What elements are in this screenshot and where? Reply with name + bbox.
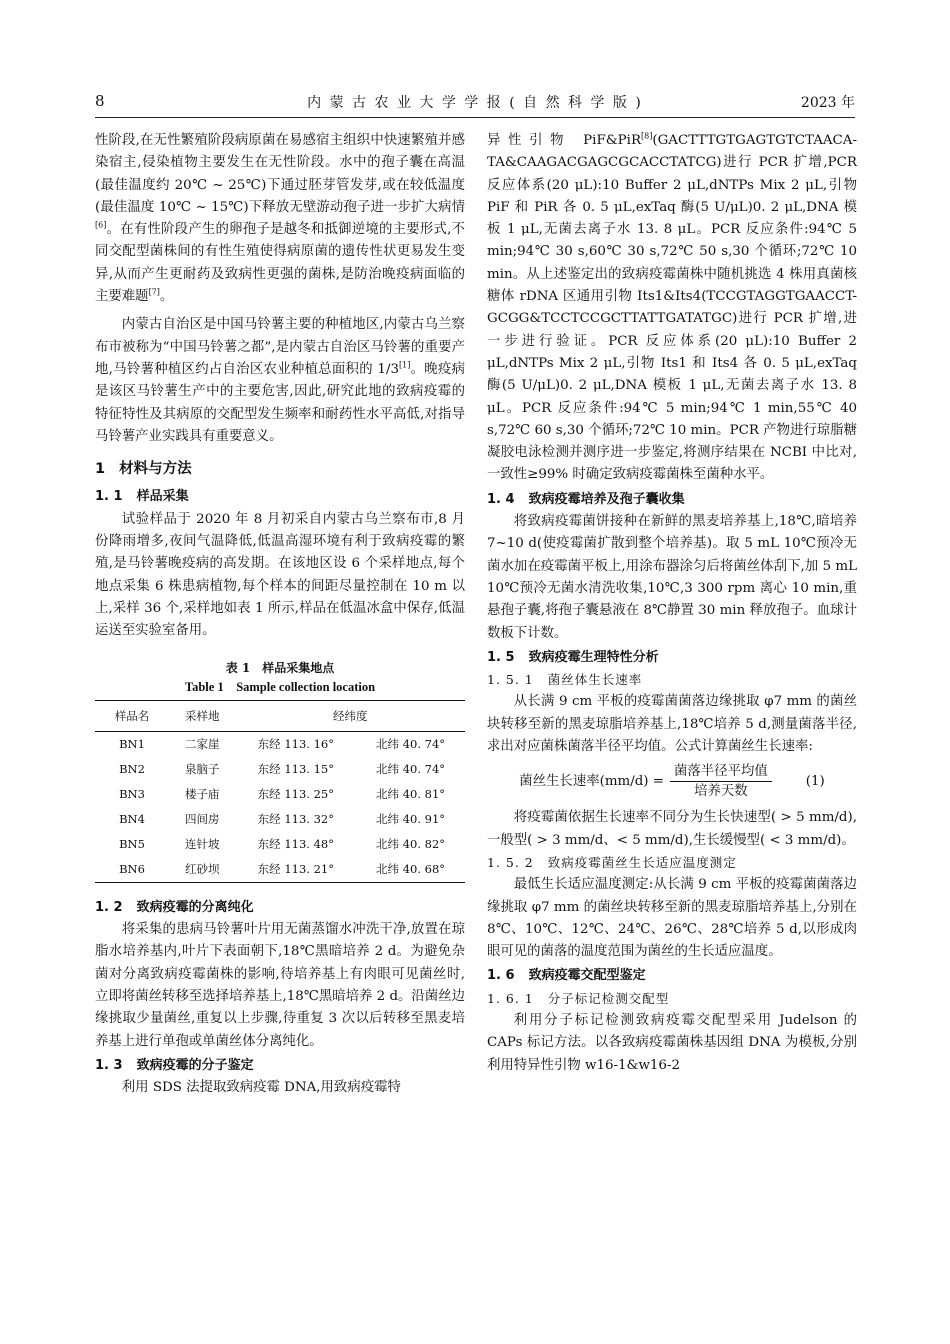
- section-number: 1. 5. 2: [487, 854, 534, 870]
- paragraph: 将疫霉菌依据生长速率不同分为生长快速型( > 5 mm/d),一般型( > 3 mm/d、< 5 mm/d),生长缓慢型( < 3 mm/d)。: [487, 810, 857, 848]
- paragraph: 最低生长适应温度测定:从长满 9 cm 平板的疫霉菌菌落边缘挑取 φ7 mm 的菌丝块转移至新的黑麦琼脂培养基上,分别在 8℃、10℃、12℃、24℃、26℃、28℃培养 5 d,以形成肉眼可见的菌落的温度范围为菌丝的生长适应温度。: [487, 877, 857, 960]
- table-cell: 北纬 40. 68°: [356, 857, 465, 883]
- left-column: [95, 130, 465, 1100]
- text: 异性引物 PiF&PiR: [487, 133, 642, 148]
- subsection-heading: [487, 489, 857, 511]
- table-cell: 四间房: [185, 812, 220, 827]
- section-title: 菌丝体生长速率: [547, 672, 643, 688]
- table-cell: 二家崖: [185, 737, 220, 752]
- sample-table-block: [95, 659, 465, 883]
- table-cell: 连针坡: [185, 837, 220, 852]
- section-title: 材料与方法: [119, 461, 192, 478]
- formula-denominator: 培养天数: [694, 784, 748, 800]
- paragraph: 试验样品于 2020 年 8 月初采自内蒙古乌兰察布市,8 月份降雨增多,夜间气温降低,低温高湿环境有利于致病疫霉的繁殖,是马铃薯晚疫病的高发期。在该地区设 6 个采样地点,每个地点采集 6 株患病植物,每个样本的间距尽量控制在 10 m 以上,采样 36 个,采样地如表 1 所示,样品在低温冰盒中保存,低温运送至实验室备用。: [95, 511, 465, 639]
- sample-collection-table: [95, 700, 465, 883]
- text: 内蒙古自治区是中国马铃薯主要的种植地区,内蒙古乌兰察布市被称为“中国马铃薯之都”,是内蒙古自治区马铃薯的重要产地,马铃薯种植区约占自治区农业种植总面积的 1/3: [95, 317, 465, 377]
- table-caption-cn: 表 1 样品采集地点: [225, 660, 335, 675]
- table-cell: 东经 113. 32°: [257, 812, 334, 827]
- table-cell: BN6: [95, 857, 169, 883]
- page-number: 8: [95, 92, 105, 110]
- section-title: 致病疫霉培养及孢子囊收集: [528, 491, 685, 507]
- table-cell: 北纬 40. 74°: [376, 762, 446, 777]
- column-header: 采样地: [169, 700, 236, 731]
- section-number: 1. 3: [95, 1057, 123, 1073]
- text: 性阶段,在无性繁殖阶段病原菌在易感宿主组织中快速繁殖并感染宿主,侵染植物主要发生在无性阶段。水中的孢子囊在高温(最佳温度约 20℃ ~ 25℃)下通过胚芽管发芽,或在较低温度(最佳温度 10℃ ~ 15℃)下释放无壁游动孢子进一步扩大病情: [95, 133, 465, 215]
- subsection-heading: [95, 897, 465, 919]
- section-title: 致病疫霉菌丝生长适应温度测定: [547, 854, 737, 870]
- table-cell: BN4: [119, 812, 145, 827]
- subsection-heading: [487, 647, 857, 669]
- subsection-heading: [487, 965, 857, 987]
- section-number: 1. 4: [487, 491, 515, 507]
- journal-title: 内 蒙 古 农 业 大 学 学 报 ( 自 然 科 学 版 ): [307, 95, 643, 111]
- table-cell: 北纬 40. 91°: [376, 812, 446, 827]
- paragraph: 将致病疫霉菌饼接种在新鲜的黑麦培养基上,18℃,暗培养 7~10 d(使疫霉菌扩散到整个培养基)。取 5 mL 10℃预冷无菌水加在疫霉菌平板上,用涂布器涂匀后将菌丝体刮下,加 5 mL 10℃预冷无菌水清洗收集,10℃,3 300 rpm 离心 10 min,重悬孢子囊,将孢子囊悬液在 8℃静置 30 min 释放孢子。血球计数板下计数。: [487, 514, 857, 641]
- subsubsection-heading: [487, 669, 857, 691]
- column-header: 经纬度: [236, 700, 465, 731]
- paragraph: 将采集的患病马铃薯叶片用无菌蒸馏水冲洗干净,放置在琼脂水培养基内,叶片下表面朝下,18℃黑暗培养 2 d。为避免杂菌对分离致病疫霉菌株的影响,待培养基上有肉眼可见菌丝时,立即将菌丝转移至选择培养基上,18℃黑暗培养 2 d。沿菌丝边缘挑取少量菌丝,重复以上步骤,待重复 3 次以后转移至黑麦培养基上进行单孢或单菌丝体分离纯化。: [95, 922, 465, 1049]
- text: 。: [159, 289, 174, 305]
- table-header-row: [95, 700, 465, 731]
- page-header: [95, 92, 855, 114]
- table-cell: 北纬 40. 74°: [376, 737, 446, 752]
- formula-number: (1): [805, 773, 825, 789]
- section-title: 致病疫霉交配型鉴定: [528, 968, 646, 984]
- section-title: 致病疫霉生理特性分析: [528, 649, 659, 665]
- formula-numerator: 菌落半径平均值: [670, 762, 772, 782]
- column-header: 样品名: [95, 700, 169, 731]
- citation: [6]: [95, 220, 107, 230]
- section-title: 样品采集: [136, 489, 189, 505]
- table-cell: BN1: [119, 737, 145, 752]
- text: 。晚疫病是该区马铃薯生产中的主要危害,因此,研究此地的致病疫霉的特征特性及其病原的交配型发生频率和耐药性水平高低,对指导马铃薯产业实践具有重要意义。: [95, 361, 466, 444]
- section-title: 致病疫霉的分离纯化: [136, 899, 254, 915]
- table-cell: BN5: [119, 837, 145, 852]
- table-cell: 泉脑子: [185, 762, 220, 777]
- subsubsection-heading: [487, 988, 857, 1010]
- text: (GACTTTGTGAGTGTCTAACA-TA&CAAGACGAGCGCACCTATCG)进行 PCR 扩增,PCR 反应体系(20 μL):10 Buffer 2 μL,dNTPs Mix 2 μL,引物 PiF 和 PiR 各 0. 5 μL,exTaq 酶(5 U/μL)0. 2 μL,DNA 模板 1 μL,无菌去离子水 13. 8 μL。PCR 反应条件:94℃ 5 min;94℃ 30 s,60℃ 30 s,72℃ 50 s,30 个循环;72℃ 10 min。从上述鉴定出的致病疫霉菌株中随机挑选 4 株用真菌核糖体 rDNA 区通用引物 Its1&Its4(TCCGTAGGTGAACCT-GCGG&TCCTCCGCTTATTGATATGC)进行 PCR 扩增,进一步进行验证。PCR 反应体系(20 μL):10 Buffer 2 μL,dNTPs Mix 2 μL,引物 Its1 和 Its4 各 0. 5 μL,exTaq 酶(5 U/μL)0. 2 μL,DNA 模板 1 μL,无菌去离子水 13. 8 μL。PCR 反应条件:94℃ 5 min;94℃ 1 min,55℃ 40 s,72℃ 60 s,30 个循环;72℃ 10 min。PCR 产物进行琼脂糖凝胶电泳检测并测序进一步鉴定,将测序结果在 NCBI 中比对,一致性≥99% 时确定致病疫霉菌株至菌种水平。: [487, 133, 857, 483]
- table-row: [95, 782, 465, 807]
- subsection-heading: [95, 1055, 465, 1077]
- section-number: 1. 1: [95, 489, 123, 505]
- table-row: [95, 757, 465, 782]
- table-cell: 东经 113. 15°: [257, 762, 334, 777]
- table-cell: 红砂坝: [169, 857, 236, 883]
- section-number: 1. 2: [95, 899, 123, 915]
- paragraph: 利用 SDS 法提取致病疫霉 DNA,用致病疫霉特: [121, 1080, 401, 1096]
- citation: [1]: [398, 360, 411, 370]
- paragraph: [487, 130, 857, 487]
- table-cell: 东经 113. 25°: [257, 787, 334, 802]
- formula-fraction: [670, 762, 772, 801]
- table-cell: 东经 113. 48°: [257, 837, 334, 852]
- paragraph: [95, 314, 465, 448]
- section-title: 致病疫霉的分子鉴定: [136, 1057, 254, 1073]
- right-column: [487, 130, 857, 1077]
- section-number: 1. 6: [487, 968, 515, 984]
- table-cell: 东经 113. 21°: [236, 857, 356, 883]
- citation: [7]: [148, 287, 160, 297]
- growth-rate-formula: [487, 762, 857, 801]
- table-cell: 楼子庙: [185, 787, 220, 802]
- table-cell: 北纬 40. 82°: [376, 837, 446, 852]
- section-heading: [95, 458, 465, 480]
- text: 。在有性阶段产生的卵孢子是越冬和抵御逆境的主要形式,不同交配型菌株间的有性生殖使得病原菌的遗传性状更易发生变异,从而产生更耐药及致病性更强的菌株,是防治晚疫病面临的主要难题: [95, 222, 465, 305]
- subsubsection-heading: [487, 852, 857, 874]
- paragraph: 从长满 9 cm 平板的疫霉菌菌落边缘挑取 φ7 mm 的菌丝块转移至新的黑麦琼脂培养基上,18℃培养 5 d,测量菌落半径,求出对应菌株菌落半径平均值。公式计算菌丝生长速率:: [487, 694, 857, 755]
- formula-lhs: 菌丝生长速率(mm/d) =: [519, 773, 665, 789]
- table-caption-en: Table 1 Sample collection location: [184, 679, 376, 694]
- section-number: 1. 5: [487, 649, 515, 665]
- citation: [8]: [641, 131, 653, 141]
- section-title: 分子标记检测交配型: [547, 990, 670, 1006]
- table-row: [95, 857, 465, 883]
- table-row: [95, 807, 465, 832]
- paragraph: 利用分子标记检测致病疫霉交配型采用 Judelson 的 CAPs 标记方法。以各致病疫霉菌株基因组 DNA 为模板,分别利用特异性引物 w16-1&w16-2: [487, 1012, 857, 1073]
- section-number: 1: [95, 461, 106, 478]
- subsection-heading: [95, 486, 465, 508]
- table-cell: BN3: [119, 787, 145, 802]
- table-cell: 东经 113. 16°: [257, 737, 334, 752]
- table-cell: 北纬 40. 81°: [376, 787, 446, 802]
- table-cell: BN2: [119, 762, 145, 777]
- table-row: [95, 832, 465, 857]
- paragraph: [95, 130, 465, 308]
- section-number: 1. 6. 1: [487, 990, 534, 1006]
- section-number: 1. 5. 1: [487, 672, 534, 688]
- publication-year: 2023 年: [800, 95, 855, 111]
- header-rule: [95, 117, 855, 118]
- table-row: [95, 731, 465, 757]
